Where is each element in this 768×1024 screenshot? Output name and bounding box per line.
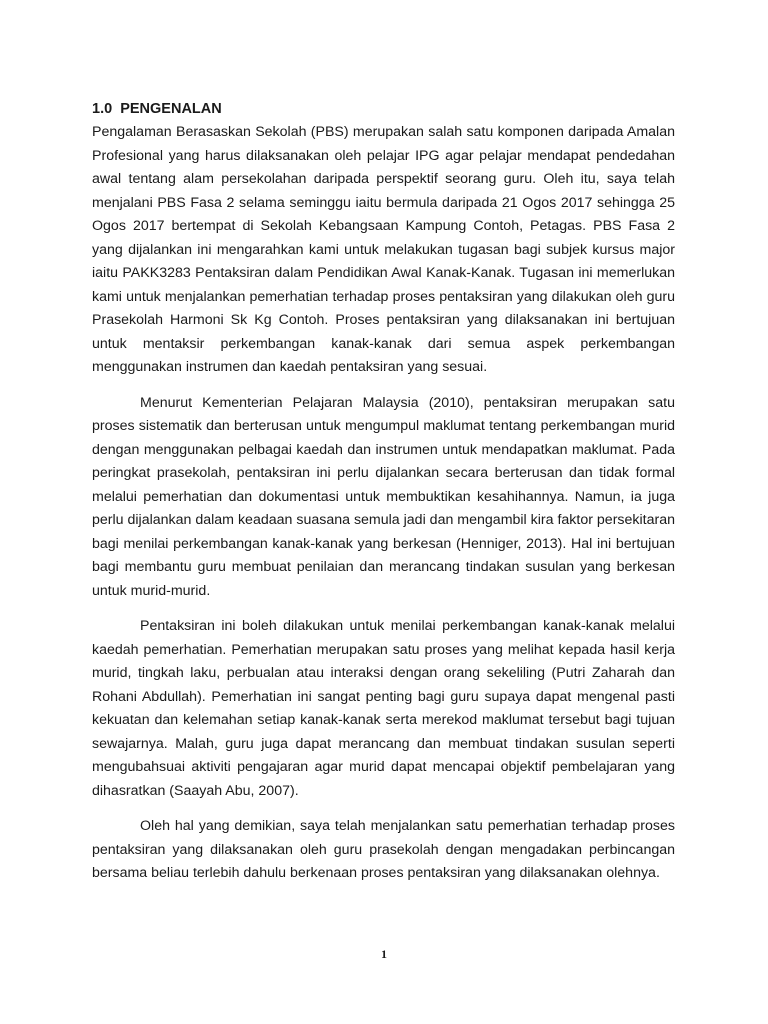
paragraph-definition: Menurut Kementerian Pelajaran Malaysia (2010), pentaksiran merupakan satu proses sistematik dan berterusan untuk mengumpul maklumat tentang perkembangan murid dengan menggunakan pelbagai kaedah dan instrumen untuk mendapatkan maklumat. Pada peringkat prasekolah, pentaksiran ini perlu dijalankan secara berterusan dan tidak formal melalui pemerhatian dan dokumentasi untuk membuktikan kesahihannya. Namun, ia juga perlu dijalankan dalam keadaan suasana semula jadi dan mengambil kira faktor persekitaran bagi menilai perkembangan kanak-kanak yang berkesan (Henniger, 2013). Hal ini bertujuan bagi membantu guru membuat penilaian dan merancang tindakan susulan yang berkesan untuk murid-murid. [92, 394, 675, 599]
paragraph-introduction: Pengalaman Berasaskan Sekolah (PBS) merupakan salah satu komponen daripada Amalan Profesional yang harus dilaksanakan oleh pelajar IPG agar pelajar mendapat pendedahan awal tentang alam persekolahan daripada perspektif seorang guru. Oleh itu, saya telah menjalani PBS Fasa 2 selama seminggu iaitu bermula daripada 21 Ogos 2017 sehingga 25 Ogos 2017 bertempat di Sekolah Kebangsaan Kampung Contoh, Petagas. PBS Fasa 2 yang dijalankan ini mengarahkan kami untuk melakukan tugasan bagi subjek kursus major iaitu PAKK3283 Pentaksiran dalam Pendidikan Awal Kanak-Kanak. Tugasan ini memerlukan kami untuk menjalankan pemerhatian terhadap proses pentaksiran yang dilakukan oleh guru Prasekolah Harmoni Sk Kg Contoh. Proses pentaksiran yang dilaksanakan ini bertujuan untuk mentaksir perkembangan kanak-kanak dari semua aspek perkembangan menggunakan instrumen dan kaedah pentaksiran yang sesuai. [92, 124, 675, 375]
section-heading: 1.0 PENGENALAN [92, 101, 222, 117]
paragraph-conclusion: Oleh hal yang demikian, saya telah menjalankan satu pemerhatian terhadap proses pentaksiran yang dilaksanakan oleh guru prasekolah dengan mengadakan perbincangan bersama beliau terlebih dahulu berkenaan proses pentaksiran yang dilaksanakan olehnya. [92, 818, 675, 881]
paragraph-observation: Pentaksiran ini boleh dilakukan untuk menilai perkembangan kanak-kanak melalui kaedah pemerhatian. Pemerhatian merupakan satu proses yang melihat kepada hasil kerja murid, tingkah laku, perbualan atau interaksi dengan orang sekeliling (Putri Zaharah dan Rohani Abdullah). Pemerhatian ini sangat penting bagi guru supaya dapat mengenal pasti kekuatan dan kelemahan setiap kanak-kanak serta merekod maklumat tersebut bagi tujuan sewajarnya. Malah, guru juga dapat merancang dan membuat tindakan susulan seperti mengubahsuai aktiviti pengajaran agar murid dapat mencapai objektif pembelajaran yang dihasratkan (Saayah Abu, 2007). [92, 618, 675, 799]
page-number: 1 [381, 947, 387, 961]
document-body [92, 99, 675, 898]
